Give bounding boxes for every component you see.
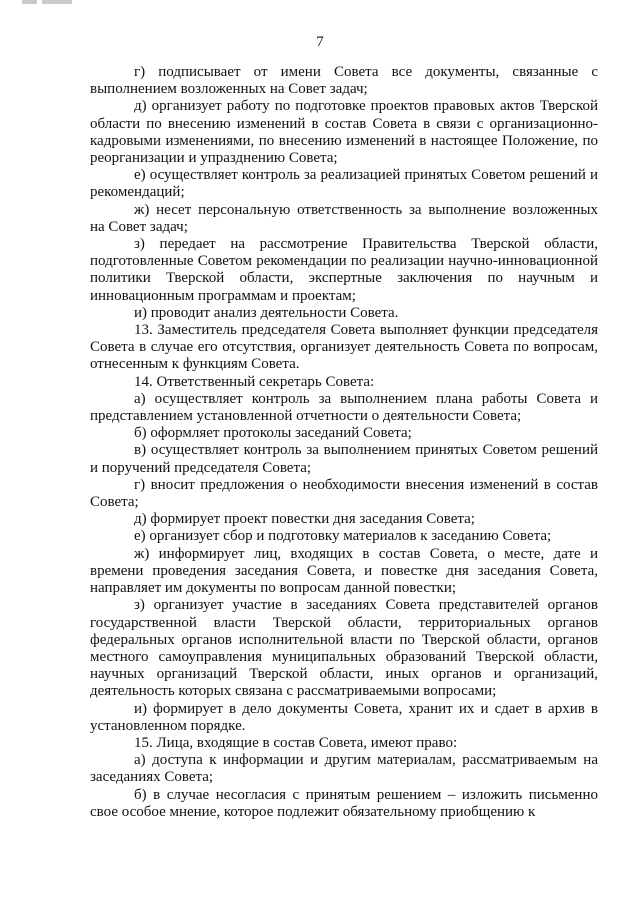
- document-body: [90, 64, 598, 821]
- paragraph-12i: и) проводит анализ деятельности Совета.: [134, 304, 399, 321]
- paragraph-12zh: ж) несет персональную ответственность за выполнение возложенных на Совет задач;: [90, 201, 598, 235]
- paragraph-14d: д) формирует проект повестки дня заседания Совета;: [134, 511, 475, 528]
- scan-artifact: [22, 0, 72, 4]
- page-number: 7: [316, 34, 324, 50]
- paragraph-13: 13. Заместитель председателя Совета выполняет функции председателя Совета в случае его отсутствия, организует деятельность Совета по вопросам, отнесенным к функциям Совета.: [90, 322, 598, 373]
- paragraph-12g: г) подписывает от имени Совета все документы, связанные с выполнением возложенных на Совет задач;: [90, 64, 598, 98]
- paragraph-15b: б) в случае несогласия с принятым решением – изложить письменно свое особое мнение, которое подлежит обязательному приобщению к: [90, 786, 598, 820]
- paragraph-15a: а) доступа к информации и другим материалам, рассматриваемым на заседаниях Совета;: [90, 752, 598, 786]
- paragraph-12e: е) осуществляет контроль за реализацией принятых Советом решений и рекомендаций;: [90, 167, 598, 201]
- paragraph-12d: д) организует работу по подготовке проектов правовых актов Тверской области по внесению изменений в состав Совета в связи с организационно-кадровыми изменениями, по внесению изменений в настоящее Положение, по реорганизации и упразднению Совета;: [90, 98, 598, 167]
- paragraph-14b: б) оформляет протоколы заседаний Совета;: [134, 425, 412, 442]
- paragraph-14i: и) формирует в дело документы Совета, хранит их и сдает в архив в установленном порядке.: [90, 700, 598, 734]
- paragraph-14e: е) организует сбор и подготовку материалов к заседанию Совета;: [134, 528, 552, 545]
- paragraph-14z: з) организует участие в заседаниях Совета представителей органов государственной власти Тверской области, территориальных органов федеральных органов исполнительной власти по Тверской области, органов местного самоуправления муниципальных образований Тверской области, научных организаций Тверской области, иных органов и организаций, деятельность которых связана с рассматриваемыми вопросами;: [90, 597, 598, 700]
- paragraph-14g: г) вносит предложения о необходимости внесения изменений в состав Совета;: [90, 476, 598, 511]
- paragraph-14zh: ж) информирует лиц, входящих в состав Совета, о месте, дате и времени проведения заседания Совета, и повестке дня заседания Совета, направляет им документы по вопросам данной повестки;: [90, 545, 598, 597]
- paragraph-15-heading: 15. Лица, входящие в состав Совета, имеют право:: [134, 734, 458, 751]
- paragraph-14-heading: 14. Ответственный секретарь Совета:: [134, 373, 375, 390]
- paragraph-14v: в) осуществляет контроль за выполнением принятых Советом решений и поручений председателя Совета;: [90, 442, 598, 476]
- paragraph-14a: а) осуществляет контроль за выполнением плана работы Совета и представлением установленной отчетности о деятельности Совета;: [90, 390, 598, 425]
- paragraph-12z: з) передает на рассмотрение Правительства Тверской области, подготовленные Советом рекомендации по реализации научно-инновационной политики Тверской области, экспертные заключения по научным и инновационным программам и проектам;: [90, 236, 598, 304]
